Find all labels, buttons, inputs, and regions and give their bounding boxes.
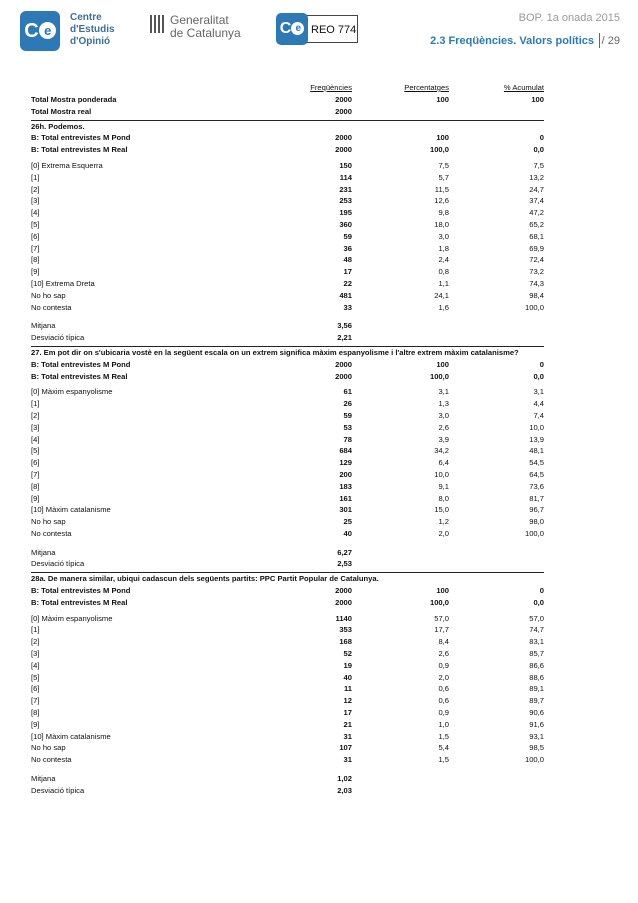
row-label: [8] [31, 481, 40, 491]
cell-pct: 3,9 [438, 434, 449, 444]
row-label: B: Total entrevistes M Real [31, 145, 128, 155]
row-label: [2] [31, 410, 40, 420]
ceo-logo: C eO [20, 11, 60, 51]
cell-pct: 0,9 [438, 708, 449, 718]
cell-pct: 100 [436, 95, 449, 104]
table-row [31, 386, 544, 398]
section-title: 2.3 Freqüències. Valors polítics [430, 35, 594, 47]
row-label: [5] [31, 446, 40, 456]
row-label: B: Total entrevistes M Real [31, 597, 128, 607]
table-row [31, 195, 544, 207]
base-row [31, 597, 544, 609]
cell-pct: 5,7 [438, 172, 449, 182]
cell-pct: 100,0 [429, 371, 449, 381]
cell-pct: 100,0 [429, 597, 449, 607]
cell-pct: 0,6 [438, 684, 449, 694]
row-label: [3] [31, 649, 40, 659]
question-text: 27. Em pot dir on s'ubicaria vostè en la següent escala on un extrem significa màxim espanyolisme i l'altre extrem màxim catalanisme? [31, 347, 519, 357]
table-row [31, 302, 544, 314]
table-row [31, 624, 544, 636]
table-row [31, 695, 544, 707]
cell-cum: 4,4 [533, 399, 544, 409]
cell-stat: 2,21 [337, 333, 352, 343]
cell-freq: 684 [339, 446, 352, 456]
reo-code: REO 774 [311, 24, 357, 36]
row-label: B: Total entrevistes M Pond [31, 586, 131, 596]
cell-cum: 48,1 [529, 446, 544, 456]
base-row [31, 132, 544, 144]
cell-cum: 0,0 [533, 597, 544, 607]
ceo-name [70, 12, 115, 48]
table-row [31, 672, 544, 684]
row-label: [2] [31, 184, 40, 194]
table-row [31, 731, 544, 743]
generalitat-name [170, 14, 241, 40]
row-label: [7] [31, 469, 40, 479]
cell-cum: 10,0 [529, 422, 544, 432]
cell-freq: 2000 [335, 359, 352, 369]
cell-pct: 9,8 [438, 208, 449, 218]
row-label: [8] [31, 255, 40, 265]
spacer [31, 766, 544, 773]
cell-pct: 1,8 [438, 243, 449, 253]
table-row [31, 398, 544, 410]
frequency-table [31, 82, 544, 797]
row-label: [0] Màxim espanyolisme [31, 387, 113, 397]
cell-pct: 3,1 [438, 387, 449, 397]
cell-cum: 73,6 [529, 481, 544, 491]
cell-cum: 37,4 [529, 196, 544, 206]
cell-cum: 0 [539, 359, 544, 369]
cell-stat: 2,53 [337, 559, 352, 569]
cell-freq: 59 [343, 410, 352, 420]
row-label: Mitjana [31, 547, 56, 557]
table-row [31, 184, 544, 196]
cell-cum: 98,0 [529, 517, 544, 527]
cell-freq: 25 [343, 517, 352, 527]
cell-pct: 3,0 [438, 231, 449, 241]
row-label: Desviació típica [31, 333, 85, 343]
table-row [31, 254, 544, 266]
cell-cum: 0 [539, 586, 544, 596]
generalitat-icon [150, 15, 164, 33]
cell-freq: 48 [343, 255, 352, 265]
cell-cum: 74,7 [529, 625, 544, 635]
cell-pct: 1,1 [438, 278, 449, 288]
cell-stat: 2,03 [337, 785, 352, 795]
table-row [31, 243, 544, 255]
cell-stat: 3,56 [337, 321, 352, 331]
row-label: No contesta [31, 755, 72, 765]
reo-box [306, 15, 358, 43]
cell-cum: 83,1 [529, 637, 544, 647]
cell-pct: 1,6 [438, 302, 449, 312]
cell-cum: 47,2 [529, 208, 544, 218]
cell-cum: 89,1 [529, 684, 544, 694]
cell-pct: 24,1 [434, 290, 449, 300]
cell-cum: 68,1 [529, 231, 544, 241]
row-label: [1] [31, 625, 40, 635]
table-row [31, 290, 544, 302]
row-label: No ho sap [31, 743, 66, 753]
cell-pct: 57,0 [434, 613, 449, 623]
cell-freq: 2000 [335, 133, 352, 143]
cell-cum: 65,2 [529, 219, 544, 229]
question-text: 26h. Podemos. [31, 121, 85, 131]
cell-freq: 40 [343, 528, 352, 538]
cell-pct: 8,0 [438, 493, 449, 503]
cell-cum: 73,2 [529, 267, 544, 277]
row-label: Desviació típica [31, 785, 85, 795]
table-row [31, 516, 544, 528]
cell-cum: 24,7 [529, 184, 544, 194]
page-separator [599, 33, 600, 48]
cell-cum: 86,6 [529, 660, 544, 670]
row-label: [9] [31, 267, 40, 277]
cell-freq: 11 [343, 684, 352, 694]
cell-freq: 150 [339, 160, 352, 170]
cell-cum: 0,0 [533, 371, 544, 381]
cell-cum: 54,5 [529, 458, 544, 468]
ceo-logo-small: C eO [276, 13, 308, 45]
table-row [31, 719, 544, 731]
cell-pct: 6,4 [438, 458, 449, 468]
cell-freq: 2000 [335, 597, 352, 607]
cell-freq: 168 [339, 637, 352, 647]
stat-row [31, 547, 544, 559]
row-label: [2] [31, 637, 40, 647]
row-label: No contesta [31, 528, 72, 538]
cell-stat: 6,27 [337, 547, 352, 557]
row-label: [4] [31, 660, 40, 670]
row-label: [10] Extrema Dreta [31, 278, 95, 288]
stat-row [31, 785, 544, 797]
cell-freq: 26 [343, 399, 352, 409]
row-label: Total Mostra ponderada [31, 95, 117, 104]
cell-cum: 96,7 [529, 505, 544, 515]
question-title [31, 347, 544, 359]
table-row [31, 219, 544, 231]
cell-pct: 1,0 [438, 719, 449, 729]
cell-freq: 1140 [335, 613, 352, 623]
cell-cum: 100,0 [524, 302, 544, 312]
cell-pct: 0,9 [438, 660, 449, 670]
cell-pct: 2,4 [438, 255, 449, 265]
row-label: [7] [31, 696, 40, 706]
table-row [31, 742, 544, 754]
stat-row [31, 332, 544, 344]
row-label: [3] [31, 196, 40, 206]
table-row [31, 613, 544, 625]
cell-pct: 18,0 [434, 219, 449, 229]
cell-freq: 52 [343, 649, 352, 659]
cell-cum: 64,5 [529, 469, 544, 479]
cell-freq: 107 [339, 743, 352, 753]
table-row [31, 707, 544, 719]
cell-freq: 17 [343, 267, 352, 277]
survey-title: BOP. 1a onada 2015 [518, 12, 620, 24]
row-label: [8] [31, 708, 40, 718]
cell-pct: 100 [436, 586, 449, 596]
base-row [31, 585, 544, 597]
cell-cum: 13,9 [529, 434, 544, 444]
cell-freq: 2000 [335, 95, 352, 104]
table-row [31, 445, 544, 457]
row-label: [0] Extrema Esquerra [31, 160, 103, 170]
row-label: B: Total entrevistes M Real [31, 371, 128, 381]
ceo-name-line: Centre [70, 12, 102, 23]
cell-pct: 1,5 [438, 755, 449, 765]
cell-freq: 2000 [335, 371, 352, 381]
table-row [31, 457, 544, 469]
cell-freq: 195 [339, 208, 352, 218]
cell-pct: 100 [436, 133, 449, 143]
row-label: No ho sap [31, 517, 66, 527]
cell-pct: 5,4 [438, 743, 449, 753]
row-label: [1] [31, 172, 40, 182]
cell-freq: 22 [343, 278, 352, 288]
cell-cum: 74,3 [529, 278, 544, 288]
ceo-name-line: d'Opinió [70, 36, 111, 47]
cell-freq: 2000 [335, 106, 352, 116]
table-row [31, 266, 544, 278]
row-label: No ho sap [31, 290, 66, 300]
cell-freq: 21 [343, 719, 352, 729]
cell-pct: 2,0 [438, 528, 449, 538]
row-label: Mitjana [31, 774, 56, 784]
row-label: [3] [31, 422, 40, 432]
cell-pct: 3,0 [438, 410, 449, 420]
col-header-cumulative: % Acumulat [503, 83, 544, 92]
col-header-percentages: Percentatges [404, 83, 449, 92]
row-label: [4] [31, 434, 40, 444]
row-label: [9] [31, 719, 40, 729]
table-row [31, 528, 544, 540]
question-text: 28a. De manera similar, ubiqui cadascun dels següents partits: PPC Partit Popular de Catalunya. [31, 574, 379, 584]
cell-freq: 360 [339, 219, 352, 229]
cell-cum: 57,0 [529, 613, 544, 623]
row-label: [4] [31, 208, 40, 218]
question-sections [31, 120, 544, 797]
table-row [31, 493, 544, 505]
cell-freq: 301 [339, 505, 352, 515]
row-label: [7] [31, 243, 40, 253]
column-headers [31, 82, 544, 94]
row-label: Mitjana [31, 321, 56, 331]
table-row [31, 422, 544, 434]
cell-freq: 33 [343, 302, 352, 312]
cell-freq: 53 [343, 422, 352, 432]
row-label: [6] [31, 458, 40, 468]
row-label: B: Total entrevistes M Pond [31, 359, 131, 369]
cell-cum: 93,1 [529, 731, 544, 741]
cell-pct: 1,5 [438, 731, 449, 741]
table-row [31, 434, 544, 446]
cell-pct: 12,6 [434, 196, 449, 206]
cell-cum: 72,4 [529, 255, 544, 265]
cell-freq: 253 [339, 196, 352, 206]
spacer [31, 540, 544, 547]
total-row [31, 106, 544, 118]
base-row [31, 144, 544, 156]
cell-pct: 100,0 [429, 145, 449, 155]
base-row [31, 359, 544, 371]
page-header [0, 0, 638, 82]
cell-freq: 231 [339, 184, 352, 194]
cell-pct: 10,0 [434, 469, 449, 479]
cell-pct: 100 [436, 359, 449, 369]
cell-cum: 90,6 [529, 708, 544, 718]
table-row [31, 410, 544, 422]
cell-cum: 91,6 [529, 719, 544, 729]
cell-pct: 34,2 [434, 446, 449, 456]
row-label: [0] Màxim espanyolisme [31, 613, 113, 623]
col-header-frequencies: Freqüències [310, 83, 352, 92]
spacer [31, 313, 544, 320]
cell-freq: 78 [343, 434, 352, 444]
table-row [31, 278, 544, 290]
cell-pct: 7,5 [438, 160, 449, 170]
stat-row [31, 773, 544, 785]
row-label: [6] [31, 684, 40, 694]
base-row [31, 371, 544, 383]
cell-cum: 85,7 [529, 649, 544, 659]
cell-cum: 0,0 [533, 145, 544, 155]
row-label: [5] [31, 672, 40, 682]
cell-pct: 2,0 [438, 672, 449, 682]
stat-row [31, 558, 544, 570]
cell-freq: 61 [343, 387, 352, 397]
cell-freq: 353 [339, 625, 352, 635]
cell-pct: 1,3 [438, 399, 449, 409]
cell-cum: 0 [539, 133, 544, 143]
cell-stat: 1,02 [337, 774, 352, 784]
cell-freq: 36 [343, 243, 352, 253]
page-number: / 29 [601, 35, 620, 47]
table-row [31, 207, 544, 219]
row-label: Desviació típica [31, 559, 85, 569]
cell-cum: 100,0 [524, 528, 544, 538]
cell-cum: 7,5 [533, 160, 544, 170]
cell-cum: 89,7 [529, 696, 544, 706]
table-row [31, 660, 544, 672]
cell-freq: 31 [343, 731, 352, 741]
table-row [31, 648, 544, 660]
table-row [31, 231, 544, 243]
cell-cum: 98,4 [529, 290, 544, 300]
table-row [31, 504, 544, 516]
row-label: [1] [31, 399, 40, 409]
table-row [31, 469, 544, 481]
cell-freq: 161 [339, 493, 352, 503]
row-label: [10] Màxim catalanisme [31, 505, 111, 515]
cell-freq: 19 [343, 660, 352, 670]
table-row [31, 160, 544, 172]
cell-freq: 129 [339, 458, 352, 468]
generalitat-name-line: de Catalunya [170, 26, 241, 40]
table-row [31, 172, 544, 184]
cell-freq: 114 [339, 172, 352, 182]
row-label: [10] Màxim catalanisme [31, 731, 111, 741]
cell-freq: 17 [343, 708, 352, 718]
cell-freq: 481 [339, 290, 352, 300]
cell-cum: 3,1 [533, 387, 544, 397]
table-row [31, 481, 544, 493]
row-label: [9] [31, 493, 40, 503]
total-row [31, 94, 544, 106]
row-label: Total Mostra real [31, 106, 92, 116]
cell-pct: 9,1 [438, 481, 449, 491]
cell-pct: 2,6 [438, 649, 449, 659]
cell-freq: 31 [343, 755, 352, 765]
row-label: B: Total entrevistes M Pond [31, 133, 131, 143]
question-title [31, 121, 544, 133]
cell-pct: 8,4 [438, 637, 449, 647]
stat-row [31, 320, 544, 332]
row-label: [5] [31, 219, 40, 229]
cell-cum: 98,5 [529, 743, 544, 753]
cell-cum: 13,2 [529, 172, 544, 182]
cell-cum: 81,7 [529, 493, 544, 503]
generalitat-name-line: Generalitat [170, 13, 229, 27]
cell-freq: 183 [339, 481, 352, 491]
row-label: [6] [31, 231, 40, 241]
cell-freq: 2000 [335, 145, 352, 155]
cell-freq: 2000 [335, 586, 352, 596]
cell-pct: 17,7 [434, 625, 449, 635]
cell-pct: 0,8 [438, 267, 449, 277]
cell-freq: 200 [339, 469, 352, 479]
cell-freq: 40 [343, 672, 352, 682]
cell-pct: 15,0 [434, 505, 449, 515]
cell-pct: 2,6 [438, 422, 449, 432]
cell-pct: 1,2 [438, 517, 449, 527]
cell-pct: 0,6 [438, 696, 449, 706]
cell-cum: 88,6 [529, 672, 544, 682]
row-label: No contesta [31, 302, 72, 312]
cell-cum: 100 [531, 95, 544, 104]
cell-cum: 100,0 [524, 755, 544, 765]
table-row [31, 683, 544, 695]
table-row [31, 636, 544, 648]
cell-pct: 11,5 [434, 184, 449, 194]
cell-cum: 7,4 [533, 410, 544, 420]
table-row [31, 754, 544, 766]
cell-freq: 59 [343, 231, 352, 241]
ceo-name-line: d'Estudis [70, 24, 115, 35]
question-title [31, 573, 544, 585]
cell-cum: 69,9 [529, 243, 544, 253]
cell-freq: 12 [343, 696, 352, 706]
